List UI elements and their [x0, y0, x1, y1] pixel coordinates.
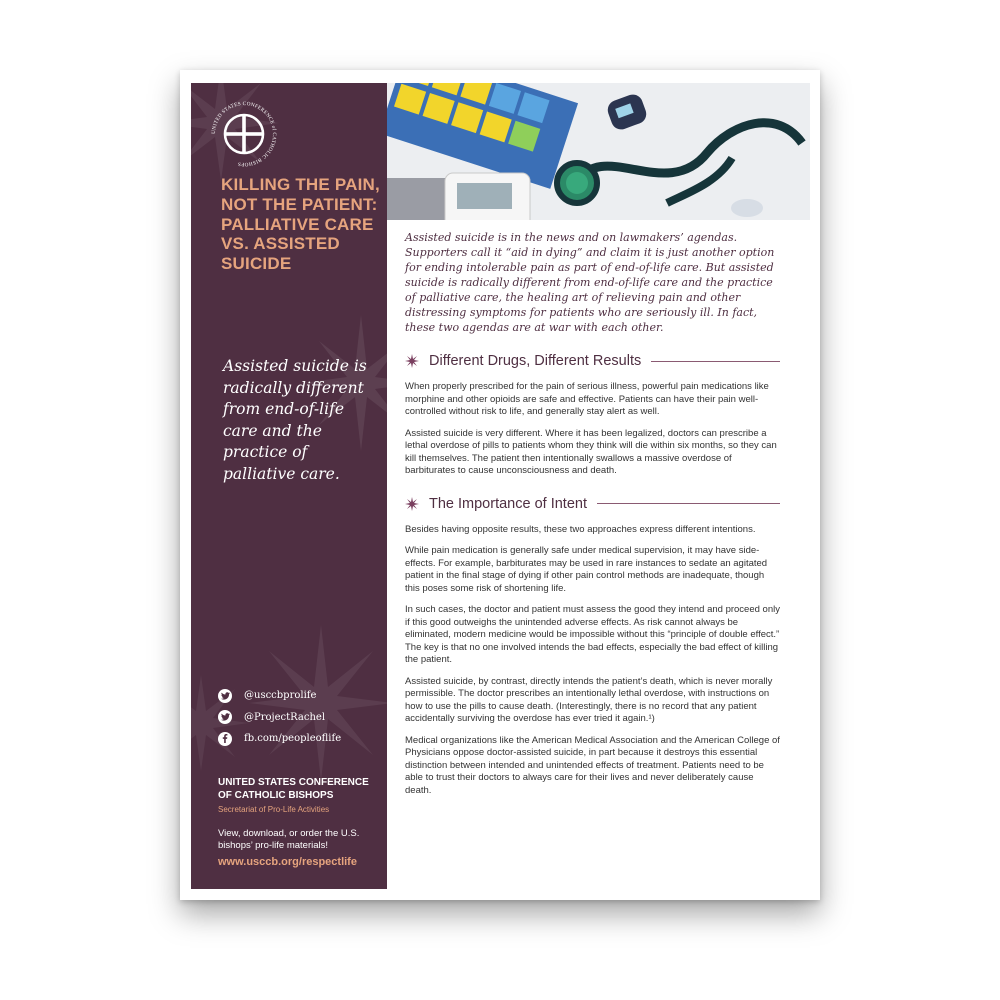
paragraph: When properly prescribed for the pain of serious illness, powerful pain medications like morphine and other opioids are safe and effective. Patients can have their pain well-controlled without risk to life, and generally stay alert as well.: [405, 381, 769, 417]
heading-rule: [597, 503, 780, 504]
social-handle: @ProjectRachel: [244, 711, 326, 723]
paragraph: Assisted suicide is very different. Where it has been legalized, doctors can prescribe a lethal overdose of pills to patients whom they think will die within six months, so they can kill themselves. The patient then intentionally swallows a massive overdose of barbiturates to cause unconsciousness and death.: [405, 427, 777, 476]
section-title: The Importance of Intent: [429, 495, 587, 512]
paragraph: Medical organizations like the American Medical Association and the American College of Physicians oppose doctor-assisted suicide, in part because it destroys this essential distinction between intended and unintended effects of treatment. Patients need to be able to trust their doctors to always care for their lives and never deliberately cause death.: [405, 734, 780, 796]
social-handle: fb.com/peopleoflife: [244, 733, 342, 745]
paragraph: Assisted suicide, by contrast, directly intends the patient’s death, which is never morally permissible. The doctor prescribes an intentionally lethal overdose, with instructions on how to use the pills to cause death. (Interestingly, there is no record that any patient accidentally surviving the overdose has ever tried it again.¹): [405, 675, 773, 724]
section-title: Different Drugs, Different Results: [429, 353, 642, 369]
social-handle: @usccbprolife: [244, 690, 317, 702]
medical-supplies-illustration: [387, 83, 810, 220]
twitter-icon: [218, 710, 232, 724]
organization-subtitle: Secretariat of Pro-Life Activities: [218, 805, 330, 814]
page-title: KILLING THE PAIN, NOT THE PATIENT: PALLIATIVE CARE VS. ASSISTED SUICIDE: [221, 175, 380, 274]
paragraph: In such cases, the doctor and patient must assess the good they intend and proceed only if this good outweighs the unintended adverse effects. As risk cannot always be eliminated, modern medicine would be impossible without this “principle of double effect.” The key is that no one involved intends the bad effects, especially the bad effect of killing the patient.: [405, 604, 780, 665]
call-to-action: View, download, or order the U.S. bishops’ pro-life materials!: [218, 828, 360, 851]
intro-paragraph: Assisted suicide is in the news and on lawmakers’ agendas. Supporters call it “aid in dying” and claim it is just another option for ending intolerable pain as part of end-of-life care. But assisted suicide is radically different from end-of-life care and the practice of palliative care, the healing art of relieving pain and other distressing symptoms for patients who are seriously ill. In fact, these two agendas are at war with each other.: [405, 231, 775, 334]
social-link-twitter-projectrachel[interactable]: [218, 707, 383, 729]
starburst-icon: [405, 497, 419, 511]
flyer-page: [180, 70, 820, 900]
heading-rule: [651, 361, 780, 362]
main-content: [405, 230, 780, 806]
social-link-facebook[interactable]: [218, 728, 383, 750]
pull-quote: Assisted suicide is radically different from end-of-life care and the practice of palliative care.: [223, 357, 367, 483]
usccb-logo: [209, 99, 279, 169]
twitter-icon: [218, 689, 232, 703]
social-links: [218, 685, 383, 750]
sidebar: [191, 83, 387, 889]
organization-name: UNITED STATES CONFERENCE OF CATHOLIC BISHOPS: [218, 777, 369, 801]
section-heading: [405, 353, 780, 369]
social-link-twitter-usccbprolife[interactable]: [218, 685, 383, 707]
facebook-icon: [218, 732, 232, 746]
svg-text:UNITED STATES CONFERENCE of CA: UNITED STATES CONFERENCE of CATHOLIC BISHOPS: [210, 100, 278, 168]
paragraph: Besides having opposite results, these two approaches express different intentions.: [405, 523, 756, 535]
section-heading: [405, 496, 780, 512]
header-photo: [387, 83, 810, 220]
website-link[interactable]: www.usccb.org/respectlife: [218, 856, 357, 868]
paragraph: While pain medication is generally safe under medical supervision, it may have side-effects. For example, barbiturates may be used in rare instances to sedate an agitated patient in the final stage of dying if other pain control methods are inadequate, though this poses some risk of shortening life.: [405, 545, 768, 594]
starburst-icon: [405, 354, 419, 368]
